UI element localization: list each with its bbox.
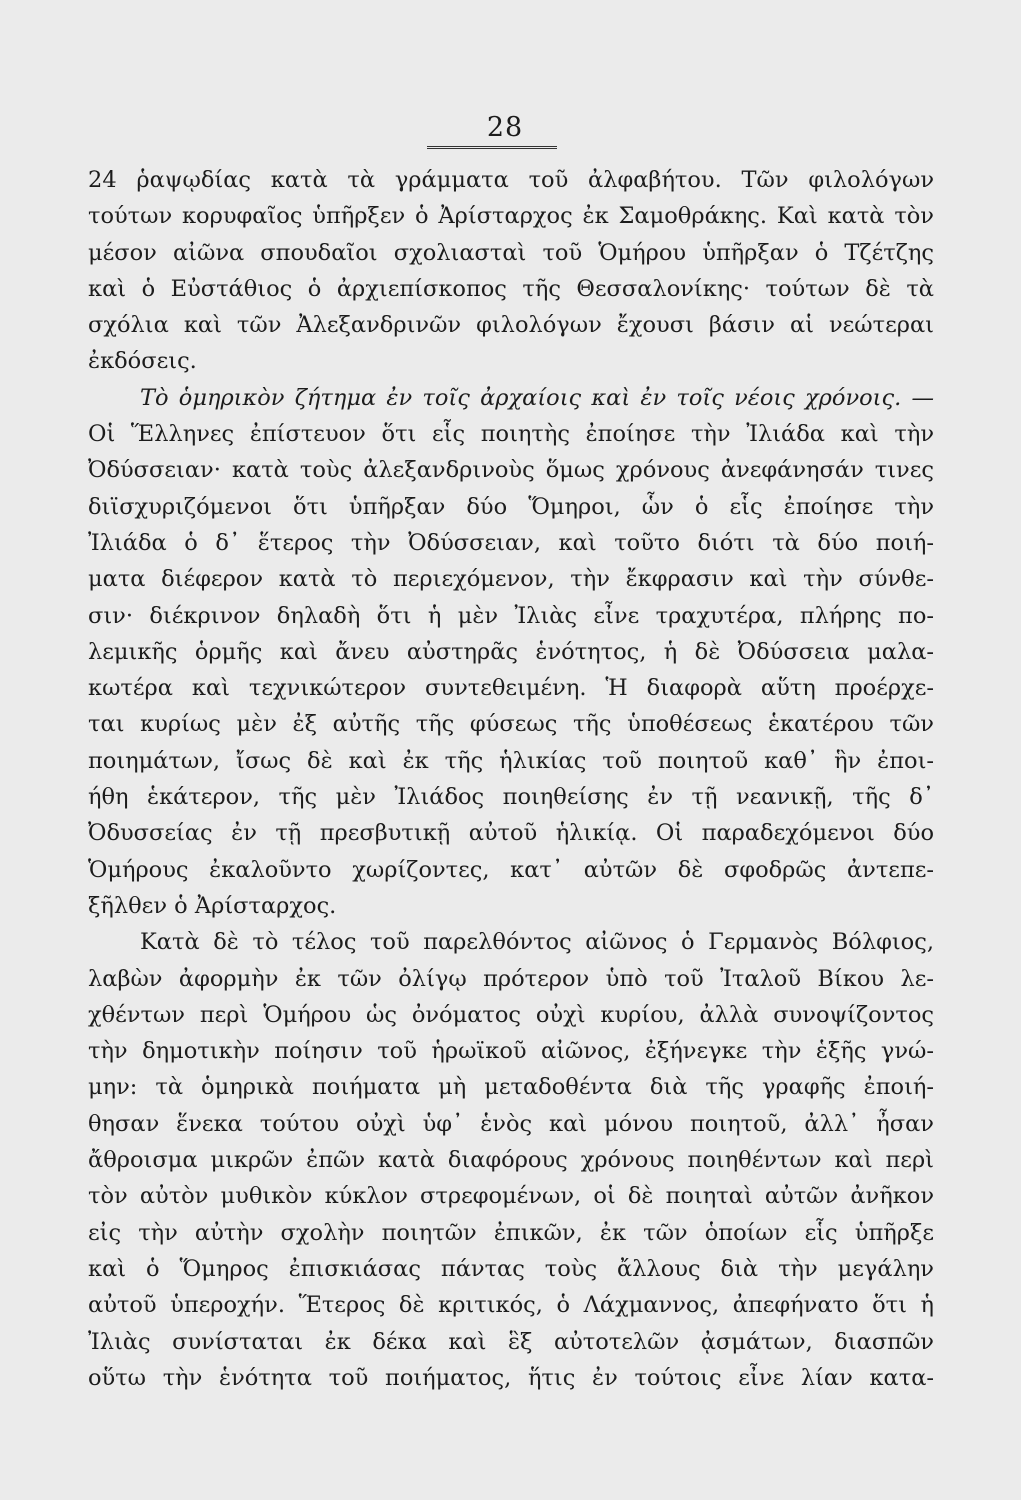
text-line: σιν· διέκρινον δηλαδὴ ὅτι ἡ μὲν Ἰλιὰς εἶνε τραχυτέρα, πλήρης πο- — [88, 602, 934, 629]
text-line: Ὁμήρους ἐκαλοῦντο χωρίζοντες, κατ᾽ αὐτῶν δὲ σφοδρῶς ἀντεπε- — [88, 856, 934, 883]
text-line: εἰς τὴν αὐτὴν σχολὴν ποιητῶν ἐπικῶν, ἐκ τῶν ὁποίων εἷς ὑπῆρξε — [88, 1219, 934, 1246]
text-line: Ὀδύσσειαν· κατὰ τοὺς ἀλεξανδρινοὺς ὅμως χρόνους ἀνεφάνησάν τινες — [88, 457, 934, 484]
section-heading-line: Τὸ ὁμηρικὸν ζήτημα ἐν τοῖς ἀρχαίοις καὶ ἐν τοῖς νέοις χρόνοις. — — [140, 384, 934, 411]
text-line: ματα διέφερον κατὰ τὸ περιεχόμενον, τὴν ἔκφρασιν καὶ τὴν σύνθε- — [88, 566, 934, 593]
text-line: ποιημάτων, ἴσως δὲ καὶ ἐκ τῆς ἡλικίας τοῦ ποιητοῦ καθ᾽ ἣν ἐποι- — [88, 747, 934, 774]
text-line: Ἰλιὰς συνίσταται ἐκ δέκα καὶ ἓξ αὐτοτελῶν ᾀσμάτων, διασπῶν — [88, 1328, 934, 1355]
text-line: θησαν ἕνεκα τούτου οὐχὶ ὑφ᾽ ἑνὸς καὶ μόνου ποιητοῦ, ἀλλ᾽ ἦσαν — [88, 1110, 934, 1137]
text-line: κωτέρα καὶ τεχνικώτερον συντεθειμένη. Ἡ διαφορὰ αὕτη προέρχε- — [88, 675, 934, 702]
text-line: Ὀδυσσείας ἐν τῇ πρεσβυτικῇ αὐτοῦ ἡλικίᾳ. Οἱ παραδεχόμενοι δύο — [88, 820, 934, 847]
text-line: τούτων κορυφαῖος ὑπῆρξεν ὁ Ἀρίσταρχος ἐκ Σαμοθράκης. Καὶ κατὰ τὸν — [88, 203, 934, 230]
text-line: 24 ῥαψῳδίας κατὰ τὰ γράμματα τοῦ ἀλφαβήτου. Τῶν φιλολόγων — [88, 167, 934, 193]
text-line: Οἱ Ἕλληνες ἐπίστευον ὅτι εἷς ποιητὴς ἐποίησε τὴν Ἰλιάδα καὶ τὴν — [88, 421, 934, 448]
text-line: ξῆλθεν ὁ Ἀρίσταρχος. — [88, 892, 337, 919]
text-line: μην: τὰ ὁμηρικὰ ποιήματα μὴ μεταδοθέντα διὰ τῆς γραφῆς ἐποιή- — [88, 1074, 934, 1101]
text-line: μέσον αἰῶνα σπουδαῖοι σχολιασταὶ τοῦ Ὁμήρου ὑπῆρξαν ὁ Τζέτζης — [88, 239, 934, 266]
text-line: ται κυρίως μὲν ἐξ αὐτῆς τῆς φύσεως τῆς ὑποθέσεως ἑκατέρου τῶν — [88, 711, 934, 738]
text-line: Κατὰ δὲ τὸ τέλος τοῦ παρελθόντος αἰῶνος ὁ Γερμανὸς Βόλφιος, — [140, 929, 934, 956]
page-number: 28 — [486, 112, 524, 143]
text-line: καὶ ὁ Ὅμηρος ἐπισκιάσας πάντας τοὺς ἄλλους διὰ τὴν μεγάλην — [88, 1255, 934, 1282]
text-line: σχόλια καὶ τῶν Ἀλεξανδρινῶν φιλολόγων ἔχουσι βάσιν αἱ νεώτεραι — [88, 312, 934, 339]
body-text — [88, 162, 934, 1396]
text-line: διϊσχυριζόμενοι ὅτι ὑπῆρξαν δύο Ὅμηροι, ὧν ὁ εἷς ἐποίησε τὴν — [88, 493, 934, 520]
text-line: χθέντων περὶ Ὁμήρου ὡς ὀνόματος οὐχὶ κυρίου, ἀλλὰ συνοψίζοντος — [88, 1001, 934, 1028]
text-line: ἐκδόσεις. — [88, 348, 197, 375]
text-line: τὸν αὐτὸν μυθικὸν κύκλον στρεφομένων, οἱ δὲ ποιηταὶ αὐτῶν ἀνῆκον — [88, 1183, 934, 1210]
text-line: Ἰλιάδα ὁ δ᾽ ἕτερος τὴν Ὀδύσσειαν, καὶ τοῦτο διότι τὰ δύο ποιή- — [88, 529, 934, 556]
text-line: ἄθροισμα μικρῶν ἐπῶν κατὰ διαφόρους χρόνους ποιηθέντων καὶ περὶ — [88, 1147, 934, 1174]
text-line: ήθη ἑκάτερον, τῆς μὲν Ἰλιάδος ποιηθείσης ἐν τῇ νεανικῇ, τῆς δ᾽ — [88, 784, 934, 811]
page-number-rule — [427, 146, 557, 149]
text-line: αὐτοῦ ὑπεροχήν. Ἕτερος δὲ κριτικός, ὁ Λάχμαννος, ἀπεφήνατο ὅτι ἡ — [88, 1292, 934, 1319]
text-line: οὕτω τὴν ἑνότητα τοῦ ποιήματος, ἥτις ἐν τούτοις εἶνε λίαν κατα- — [88, 1364, 934, 1391]
text-line: καὶ ὁ Εὐστάθιος ὁ ἀρχιεπίσκοπος τῆς Θεσσαλονίκης· τούτων δὲ τὰ — [88, 275, 934, 302]
text-line: τὴν δημοτικὴν ποίησιν τοῦ ἡρωϊκοῦ αἰῶνος, ἐξήνεγκε τὴν ἑξῆς γνώ- — [88, 1038, 934, 1065]
text-line: λεμικῆς ὁρμῆς καὶ ἄνευ αὐστηρᾶς ἑνότητος, ἡ δὲ Ὀδύσσεια μαλα- — [88, 638, 934, 665]
text-line: λαβὼν ἀφορμὴν ἐκ τῶν ὀλίγῳ πρότερον ὑπὸ τοῦ Ἰταλοῦ Βίκου λε- — [88, 965, 934, 992]
